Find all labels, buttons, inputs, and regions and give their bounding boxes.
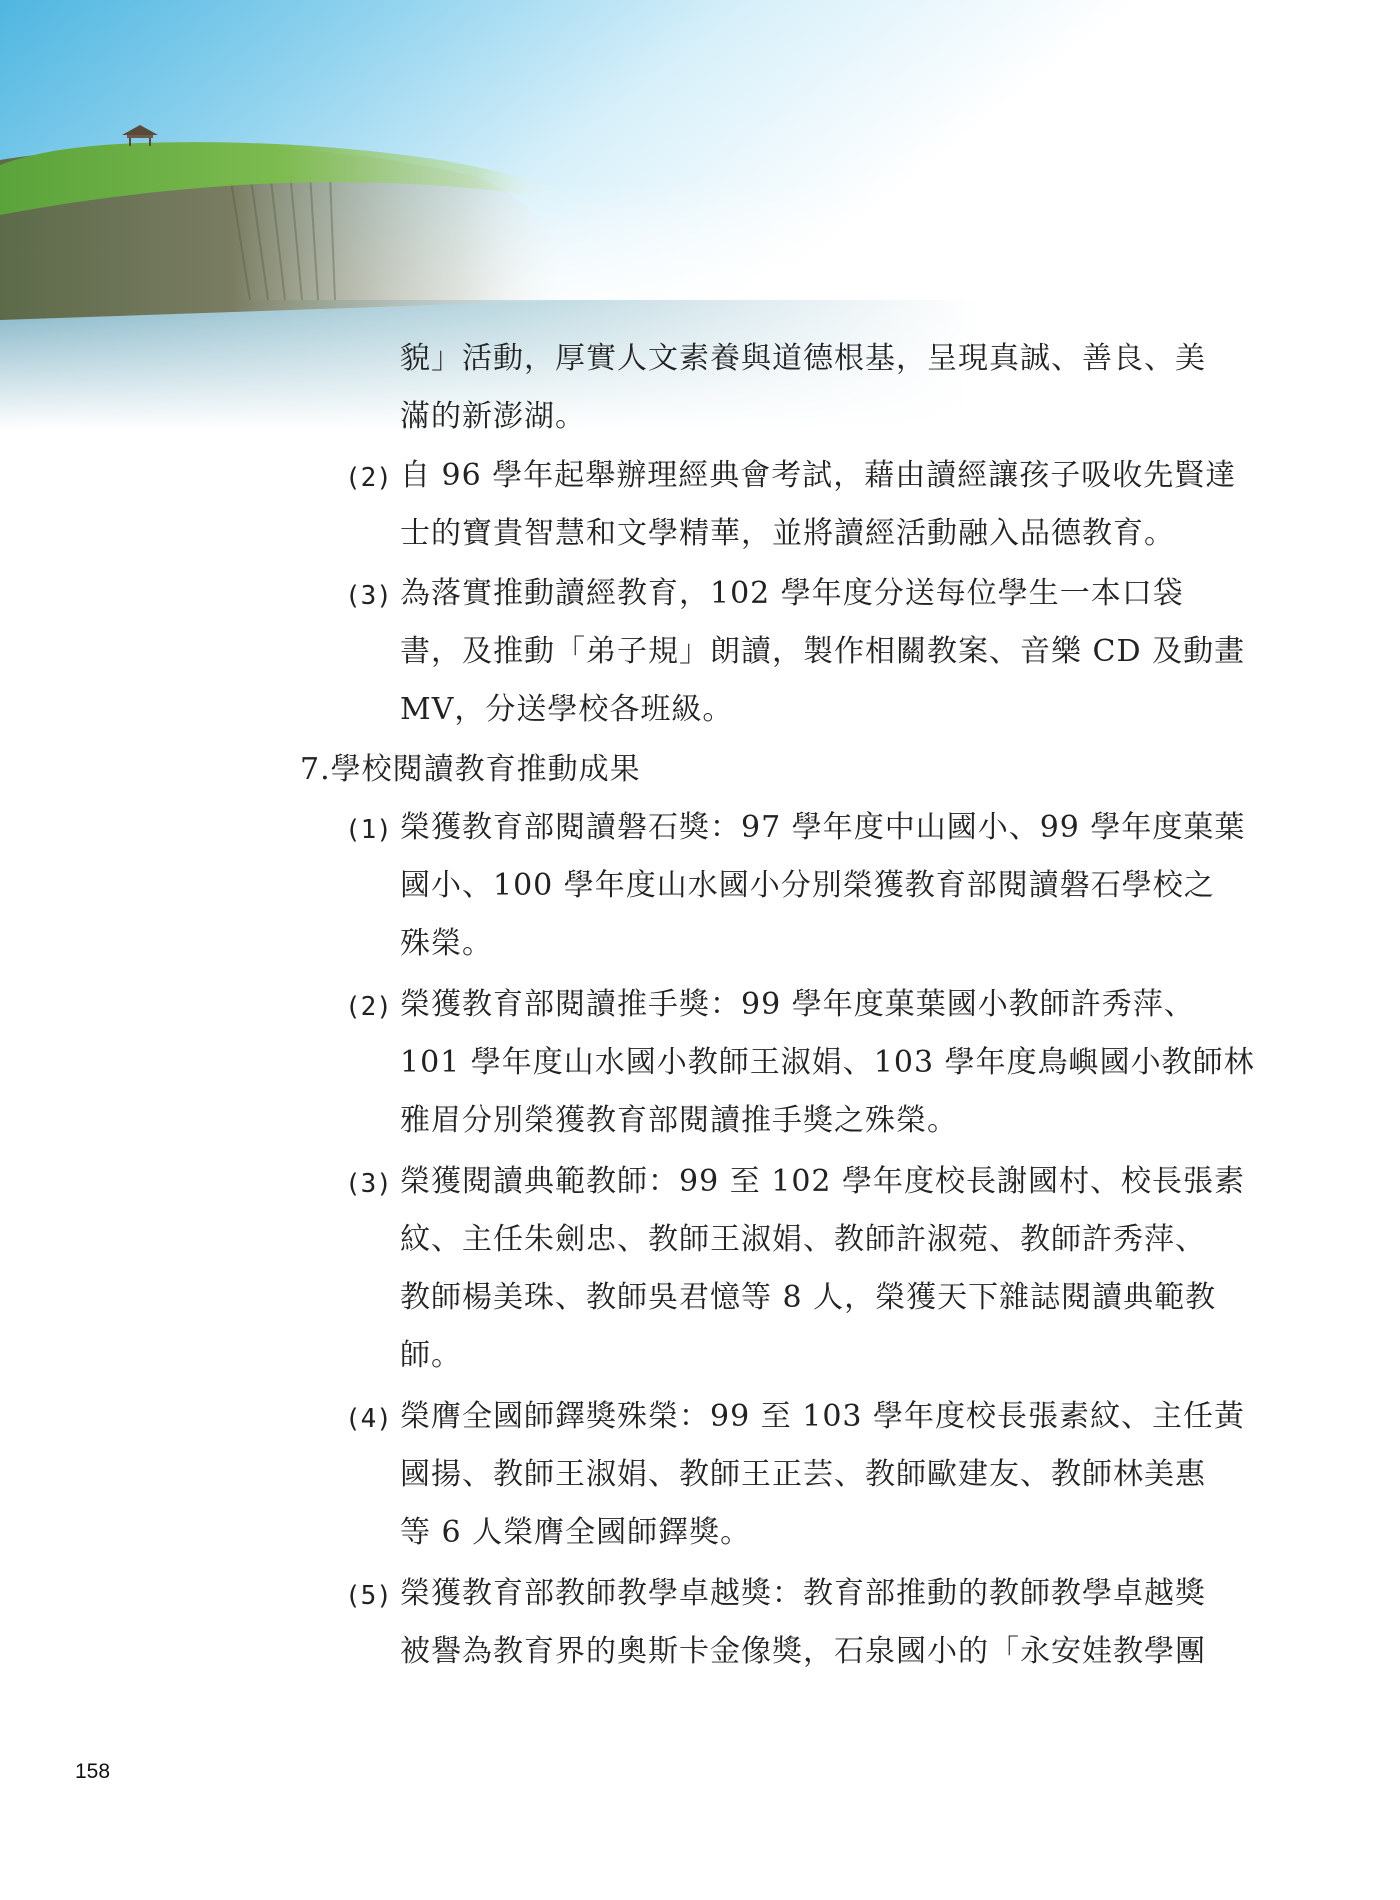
body-line: 榮獲閱讀典範教師：99 至 102 學年度校長謝國村、校長張素 — [400, 1164, 1246, 1199]
list-marker: (2) — [345, 463, 392, 493]
body-line: MV，分送學校各班級。 — [400, 692, 734, 727]
body-line: 榮獲教育部教師教學卓越獎：教育部推動的教師教學卓越獎 — [400, 1576, 1206, 1611]
body-line: 雅眉分別榮獲教育部閱讀推手獎之殊榮。 — [400, 1103, 958, 1138]
body-line: 國揚、教師王淑娟、教師王正芸、教師歐建友、教師林美惠 — [400, 1457, 1206, 1492]
body-line: 貌」活動，厚實人文素養與道德根基，呈現真誠、善良、美 — [400, 341, 1206, 376]
body-line: 殊榮。 — [400, 926, 493, 961]
body-line: 榮獲教育部閱讀磐石獎：97 學年度中山國小、99 學年度菓葉 — [400, 810, 1246, 845]
body-line: 被譽為教育界的奧斯卡金像獎，石泉國小的「永安娃教學團 — [400, 1634, 1206, 1669]
body-line: 滿的新澎湖。 — [400, 399, 586, 434]
list-marker: (4) — [345, 1404, 392, 1434]
body-line: 士的寶貴智慧和文學精華，並將讀經活動融入品德教育。 — [400, 516, 1175, 551]
body-line: 等 6 人榮膺全國師鐸獎。 — [400, 1515, 752, 1550]
body-line: 書，及推動「弟子規」朗讀，製作相關教案、音樂 CD 及動畫 — [400, 634, 1246, 669]
body-line: 自 96 學年起舉辦理經典會考試，藉由讀經讓孩子吸收先賢達 — [400, 458, 1237, 493]
list-marker: (1) — [345, 815, 392, 845]
body-line: 榮獲教育部閱讀推手獎：99 學年度菓葉國小教師許秀萍、 — [400, 987, 1195, 1022]
list-marker: (3) — [345, 1169, 392, 1199]
body-line: 師。 — [400, 1338, 462, 1373]
page-number: 158 — [75, 1760, 111, 1783]
body-line: 為落實推動讀經教育，102 學年度分送每位學生一本口袋 — [400, 576, 1184, 611]
list-marker: (5) — [345, 1581, 392, 1611]
list-marker: (2) — [345, 992, 392, 1022]
body-line: 教師楊美珠、教師吳君憶等 8 人，榮獲天下雜誌閱讀典範教 — [400, 1280, 1217, 1315]
body-line: 紋、主任朱劍忠、教師王淑娟、教師許淑菀、教師許秀萍、 — [400, 1222, 1206, 1257]
body-line: 101 學年度山水國小教師王淑娟、103 學年度鳥嶼國小教師林 — [400, 1045, 1255, 1080]
body-line: 榮膺全國師鐸獎殊榮：99 至 103 學年度校長張素紋、主任黃 — [400, 1399, 1246, 1434]
section-heading: 7.學校閱讀教育推動成果 — [300, 752, 641, 787]
list-marker: (3) — [345, 581, 392, 611]
body-line: 國小、100 學年度山水國小分別榮獲教育部閱讀磐石學校之 — [400, 868, 1215, 903]
